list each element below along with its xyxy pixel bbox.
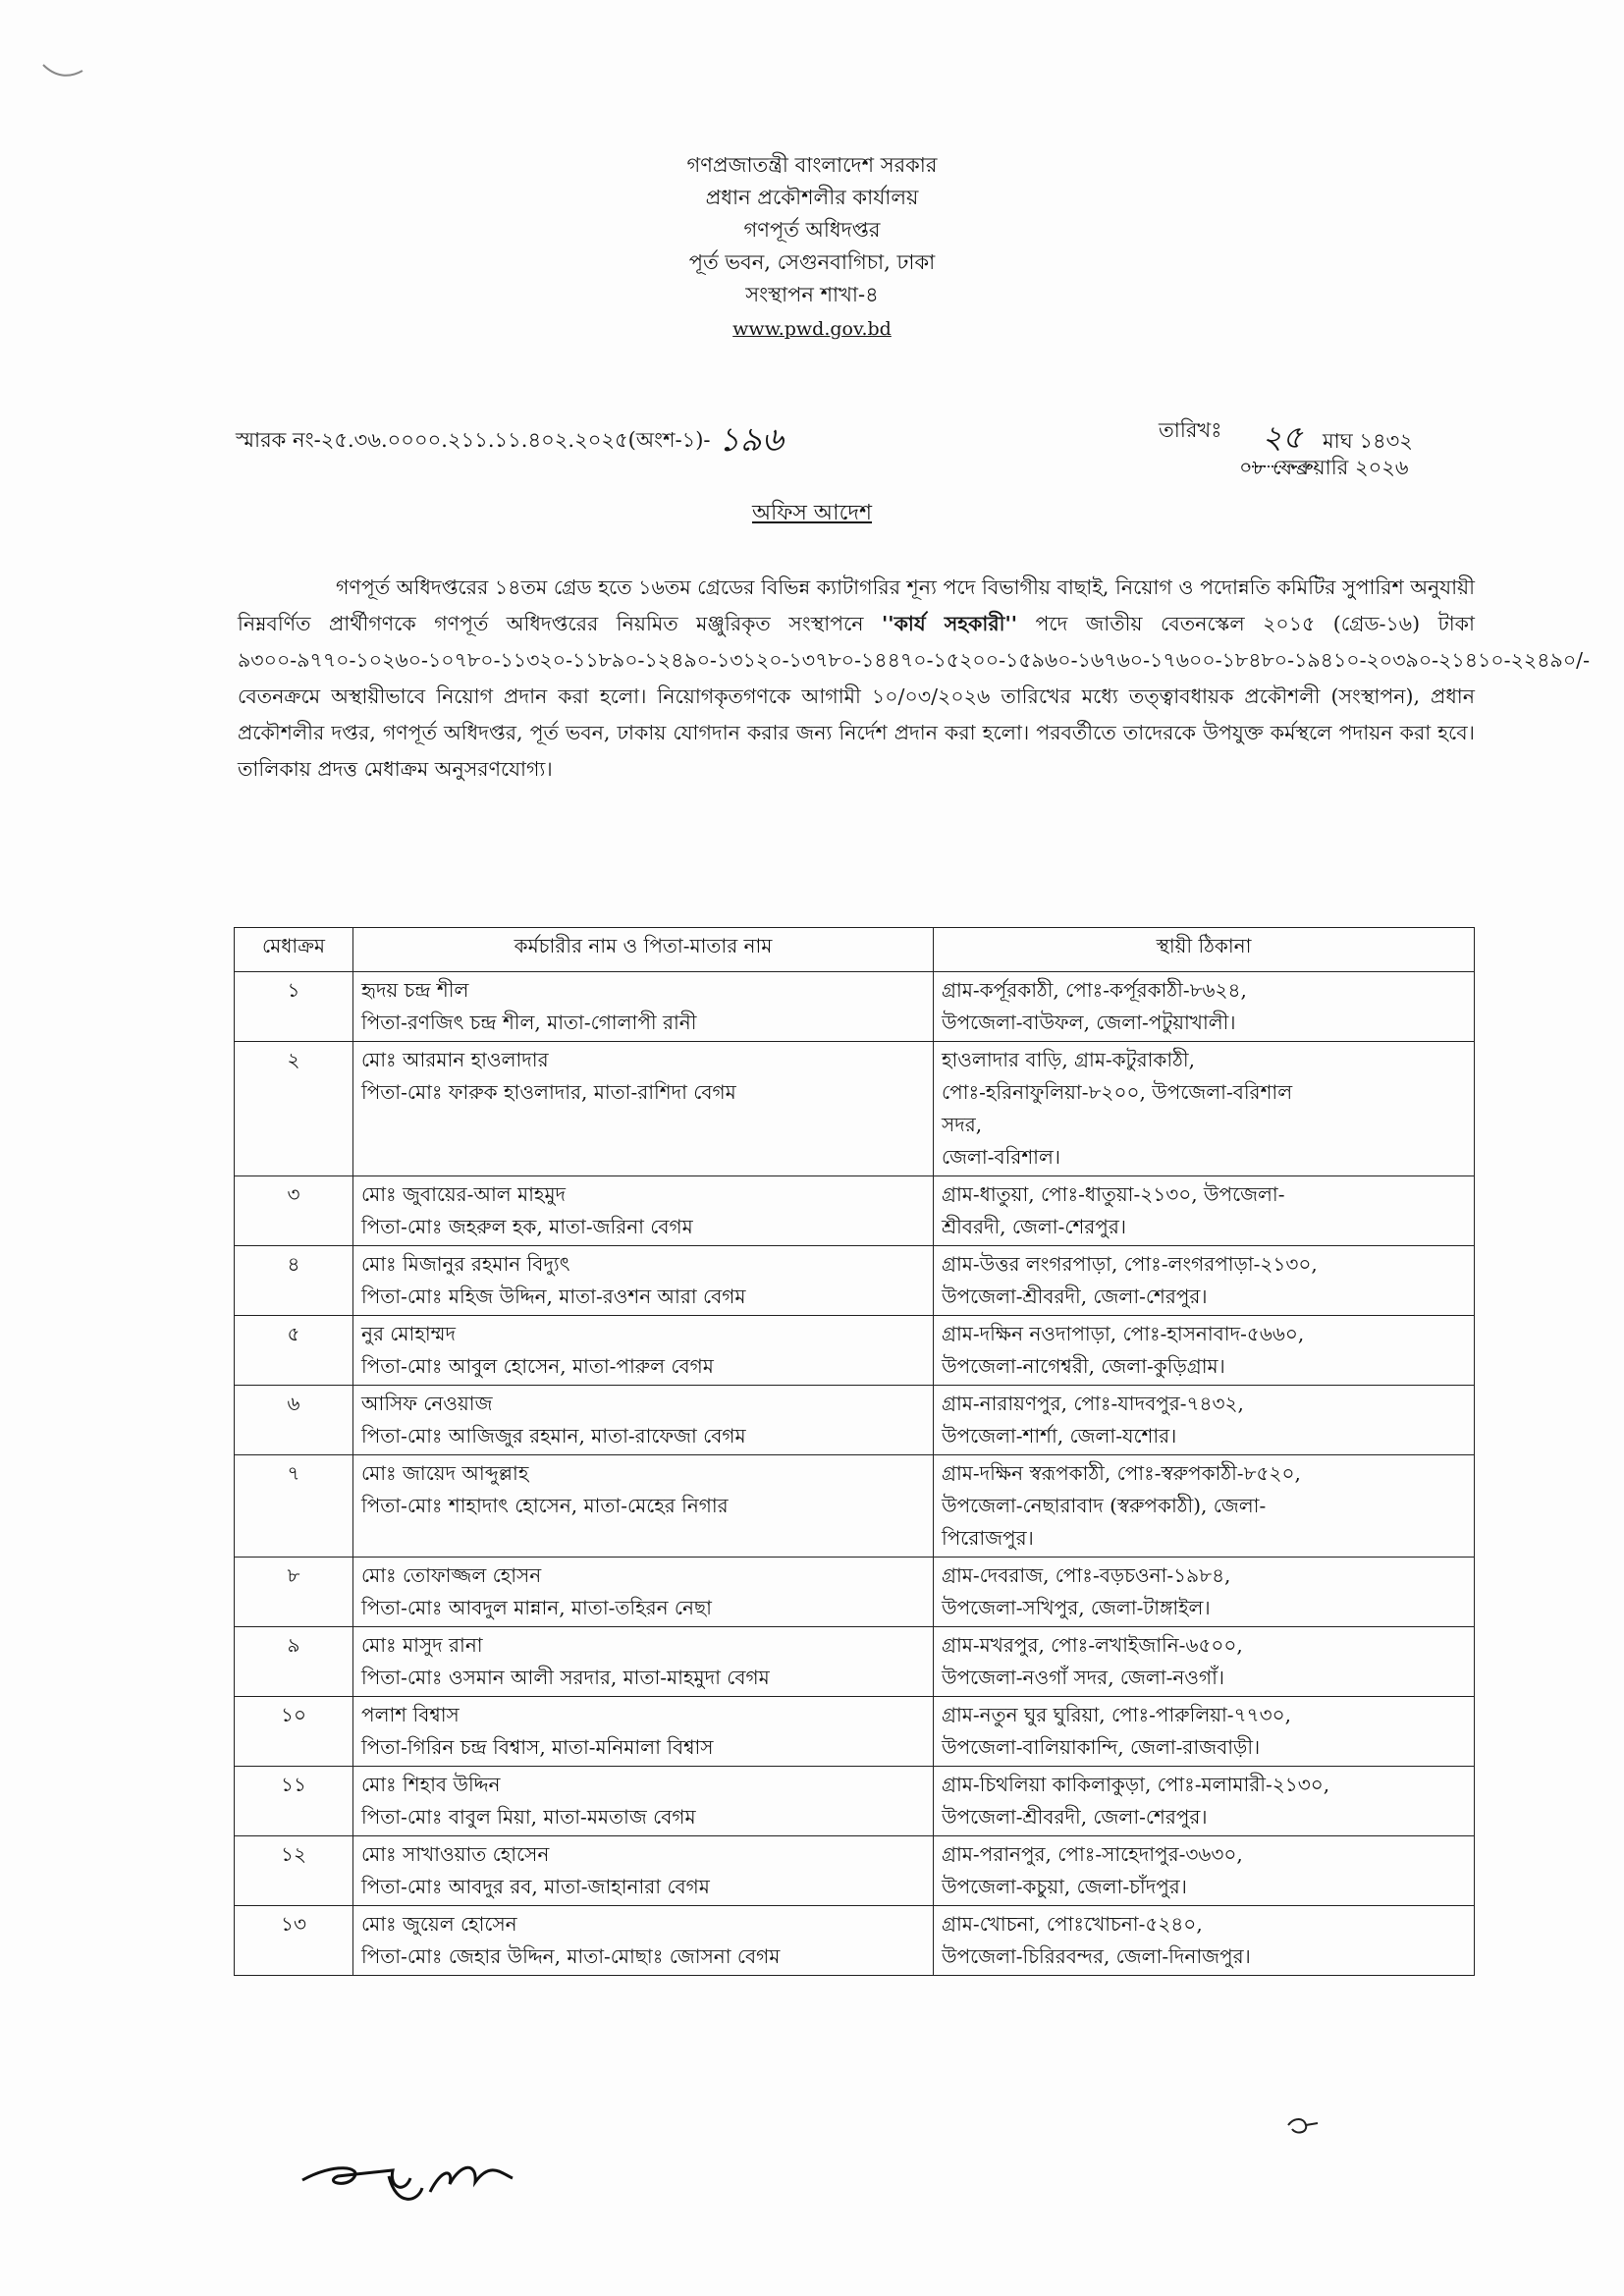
letterhead-line-3: গণপূর্ত অধিদপ্তর — [743, 218, 881, 242]
table-row — [235, 1042, 1475, 1176]
address-cell — [934, 972, 1475, 1042]
table-row — [235, 1455, 1475, 1558]
parents-names: পিতা-মোঃ আবদুল মান্নান, মাতা-তহিরন নেছা — [361, 1596, 712, 1619]
reference-number — [236, 414, 784, 470]
employee-name: নুর মোহাম্মদ — [361, 1322, 456, 1345]
table-body — [235, 972, 1475, 1976]
employee-name: পলাশ বিশ্বাস — [361, 1703, 460, 1726]
address-cell — [934, 1767, 1475, 1836]
parents-names: পিতা-মোঃ বাবুল মিয়া, মাতা-মমতাজ বেগম — [361, 1805, 696, 1829]
parents-names: পিতা-মোঃ আবুল হোসেন, মাতা-পারুল বেগম — [361, 1354, 714, 1378]
address-cell — [934, 1386, 1475, 1455]
address-line: গ্রাম-দেবরাজ, পোঃ-বড়চওনা-১৯৮৪, — [942, 1563, 1231, 1587]
address-cell — [934, 1455, 1475, 1558]
address-cell — [934, 1697, 1475, 1767]
header-name: কর্মচারীর নাম ও পিতা-মাতার নাম — [353, 928, 934, 972]
name-cell — [353, 1386, 934, 1455]
address-line: গ্রাম-ধাতুয়া, পোঃ-ধাতুয়া-২১৩০, উপজেলা- — [942, 1182, 1285, 1206]
address-cell — [934, 1627, 1475, 1697]
name-cell — [353, 1767, 934, 1836]
name-cell — [353, 1697, 934, 1767]
name-cell — [353, 1558, 934, 1627]
serial-cell: ১০ — [235, 1697, 353, 1767]
order-body-text-2: পদে জাতীয় বেতনস্কেল ২০১৫ (গ্রেড-১৬) টাকা ৯৩০০-৯৭৭০-১০২৬০-১০৭৮০-১১৩২০-১১৮৯০-১২৪৯০-১৩১২০-১৩৭৮০-১৪৪৭০-১৫২০০-১৫৯৬০-১৬৭৬০-১৭৬০০-১৮৪৮০-১৯৪১০-২০৩৯০-২১৪১০-২২৪৯০/- বেতনক্রমে অস্থায়ীভাবে নিয়োগ প্রদান করা হলো। নিয়োগকৃতগণকে আগামী ১০/০৩/২০২৬ তারিখের মধ্যে তত্ত্বাবধায়ক প্রকৌশলী (সংস্থাপন), প্রধান প্রকৌশলীর দপ্তর, গণপূর্ত অধিদপ্তর, পূর্ত ভবন, ঢাকায় যোগদান করার জন্য নির্দেশ প্রদান করা হলো। পরবর্তীতে তাদেরকে উপযুক্ত কর্মস্থলে পদায়ন করা হবে। তালিকায় প্রদত্ত মেধাক্রম অনুসরণযোগ্য। — [238, 612, 1590, 781]
letterhead-line-4: পূর্ত ভবন, সেগুনবাগিচা, ঢাকা — [688, 250, 936, 274]
address-cell — [934, 1176, 1475, 1246]
address-cell — [934, 1836, 1475, 1906]
table-row — [235, 1386, 1475, 1455]
address-line: উপজেলা-কচুয়া, জেলা-চাঁদপুর। — [942, 1875, 1187, 1898]
date-month-year: মাঘ ১৪৩২ — [1323, 429, 1413, 453]
header-address: স্থায়ী ঠিকানা — [934, 928, 1475, 972]
address-line: গ্রাম-নতুন ঘুর ঘুরিয়া, পোঃ-পারুলিয়া-৭৭৩০, — [942, 1703, 1291, 1726]
name-cell — [353, 1836, 934, 1906]
letterhead-line-1: গণপ্রজাতন্ত্রী বাংলাদেশ সরকার — [686, 153, 938, 177]
name-cell — [353, 1176, 934, 1246]
address-line: গ্রাম-উত্তর লংগরপাড়া, পোঃ-লংগরপাড়া-২১৩০, — [942, 1252, 1318, 1276]
address-line: উপজেলা-চিরিরবন্দর, জেলা-দিনাজপুর। — [942, 1944, 1251, 1968]
address-line: পিরোজপুর। — [942, 1526, 1034, 1550]
table-row — [235, 1627, 1475, 1697]
table-row — [235, 1176, 1475, 1246]
parents-names: পিতা-মোঃ ওসমান আলী সরদার, মাতা-মাহমুদা বেগম — [361, 1666, 770, 1689]
reference-handwritten-number: ১৯৬ — [718, 420, 784, 460]
name-cell — [353, 972, 934, 1042]
address-line: উপজেলা-বালিয়াকান্দি, জেলা-রাজবাড়ী। — [942, 1735, 1261, 1759]
table-row — [235, 1246, 1475, 1316]
website-link[interactable]: www.pwd.gov.bd — [732, 318, 892, 340]
serial-cell: ১ — [235, 972, 353, 1042]
employee-name: মোঃ আরমান হাওলাদার — [361, 1048, 549, 1071]
table-row — [235, 1906, 1475, 1976]
name-cell — [353, 1246, 934, 1316]
address-line: উপজেলা-শার্শা, জেলা-যশোর। — [942, 1424, 1177, 1448]
address-line: গ্রাম-দক্ষিন স্বরূপকাঠী, পোঃ-স্বরুপকাঠী-৮৫২০, — [942, 1461, 1301, 1485]
serial-cell: ৭ — [235, 1455, 353, 1558]
employee-name: মোঃ মিজানুর রহমান বিদ্যুৎ — [361, 1252, 570, 1276]
address-line: জেলা-বরিশাল। — [942, 1145, 1061, 1169]
date-day-handwritten: ২৫ — [1248, 412, 1317, 467]
table-row — [235, 1697, 1475, 1767]
address-line: উপজেলা-নাগেশ্বরী, জেলা-কুড়িগ্রাম। — [942, 1354, 1225, 1378]
serial-cell: ১২ — [235, 1836, 353, 1906]
serial-cell: ১১ — [235, 1767, 353, 1836]
employee-name: হৃদয় চন্দ্র শীল — [361, 978, 469, 1002]
address-line: শ্রীবরদী, জেলা-শেরপুর। — [942, 1215, 1127, 1238]
name-cell — [353, 1042, 934, 1176]
employee-name: মোঃ মাসুদ রানা — [361, 1633, 483, 1657]
parents-names: পিতা-রণজিৎ চন্দ্র শীল, মাতা-গোলাপী রানী — [361, 1011, 697, 1034]
address-line: গ্রাম-পরানপুর, পোঃ-সাহেদাপুর-৩৬৩০, — [942, 1842, 1243, 1866]
post-name: ''কার্য সহকারী'' — [882, 612, 1018, 635]
parents-names: পিতা-মোঃ জেহার উদ্দিন, মাতা-মোছাঃ জোসনা বেগম — [361, 1944, 781, 1968]
date-label: তারিখঃ — [1159, 418, 1222, 442]
serial-cell: ৯ — [235, 1627, 353, 1697]
serial-cell: ১৩ — [235, 1906, 353, 1976]
address-line: উপজেলা-বাউফল, জেলা-পটুয়াখালী। — [942, 1011, 1236, 1034]
parents-names: পিতা-গিরিন চন্দ্র বিশ্বাস, মাতা-মনিমালা বিশ্বাস — [361, 1735, 714, 1759]
address-line: উপজেলা-নওগাঁ সদর, জেলা-নওগাঁ। — [942, 1666, 1225, 1689]
address-line: গ্রাম-চিথলিয়া কাকিলাকুড়া, পোঃ-মলামারী-২১৩০, — [942, 1773, 1330, 1796]
serial-cell: ৩ — [235, 1176, 353, 1246]
employee-name: মোঃ তোফাজ্জল হোসন — [361, 1563, 542, 1587]
parents-names: পিতা-মোঃ আবদুর রব, মাতা-জাহানারা বেগম — [361, 1875, 710, 1898]
parents-names: পিতা-মোঃ মহিজ উদ্দিন, মাতা-রওশন আরা বেগম — [361, 1285, 746, 1308]
employee-name: মোঃ জায়েদ আব্দুল্লাহ — [361, 1461, 529, 1485]
address-line: গ্রাম-মখরপুর, পোঃ-লখাইজানি-৬৫০০, — [942, 1633, 1243, 1657]
letterhead-line-2: প্রধান প্রকৌশলীর কার্যালয় — [705, 186, 919, 209]
header-serial: মেধাক্রম — [235, 928, 353, 972]
address-line: গ্রাম-কর্পূরকাঠী, পোঃ-কর্পূরকাঠী-৮৬২৪, — [942, 978, 1247, 1002]
address-line: সদর, — [942, 1113, 983, 1136]
address-cell — [934, 1558, 1475, 1627]
serial-cell: ৬ — [235, 1386, 353, 1455]
date-gregorian: ০৮ ফেব্রুয়ারি ২০২৬ — [1239, 456, 1409, 479]
employee-name: মোঃ জুবায়ের-আল মাহমুদ — [361, 1182, 567, 1206]
letterhead — [0, 149, 1624, 346]
signature-icon — [295, 2149, 520, 2227]
address-line: উপজেলা-শ্রীবরদী, জেলা-শেরপুর। — [942, 1285, 1208, 1308]
serial-cell: ৮ — [235, 1558, 353, 1627]
name-cell — [353, 1316, 934, 1386]
address-line: গ্রাম-খোচনা, পোঃখোচনা-৫২৪০, — [942, 1912, 1203, 1936]
serial-cell: ২ — [235, 1042, 353, 1176]
order-body — [238, 570, 1590, 788]
name-cell — [353, 1906, 934, 1976]
parents-names: পিতা-মোঃ আজিজুর রহমান, মাতা-রাফেজা বেগম — [361, 1424, 746, 1448]
parents-names: পিতা-মোঃ শাহাদাৎ হোসেন, মাতা-মেহের নিগার — [361, 1494, 729, 1517]
serial-cell: ৫ — [235, 1316, 353, 1386]
document-title: অফিস আদেশ — [751, 501, 873, 525]
parents-names: পিতা-মোঃ জহরুল হক, মাতা-জরিনা বেগম — [361, 1215, 693, 1238]
table-row — [235, 1316, 1475, 1386]
address-cell — [934, 1906, 1475, 1976]
address-line: হাওলাদার বাড়ি, গ্রাম-কটুরাকাঠী, — [942, 1048, 1195, 1071]
table-header-row — [235, 928, 1475, 972]
address-line: গ্রাম-নারায়ণপুর, পোঃ-যাদবপুর-৭৪৩২, — [942, 1392, 1244, 1415]
appointee-table — [234, 927, 1475, 1976]
employee-name: মোঃ শিহাব উদ্দিন — [361, 1773, 501, 1796]
table-row — [235, 1836, 1475, 1906]
address-line: পোঃ-হরিনাফুলিয়া-৮২০০, উপজেলা-বরিশাল — [942, 1080, 1293, 1104]
employee-name: মোঃ সাখাওয়াত হোসেন — [361, 1842, 550, 1866]
address-line: উপজেলা-শ্রীবরদী, জেলা-শেরপুর। — [942, 1805, 1208, 1829]
letterhead-line-5: সংস্থাপন শাখা-৪ — [745, 283, 879, 306]
reference-label: স্মারক নং-২৫.৩৬.০০০০.২১১.১১.৪০২.২০২৫(অংশ-১)- — [236, 428, 711, 452]
employee-name: আসিফ নেওয়াজ — [361, 1392, 493, 1415]
table-row — [235, 1767, 1475, 1836]
serial-cell: ৪ — [235, 1246, 353, 1316]
address-cell — [934, 1042, 1475, 1176]
employee-name: মোঃ জুয়েল হোসেন — [361, 1912, 517, 1936]
address-line: উপজেলা-নেছারাবাদ (স্বরুপকাঠী), জেলা- — [942, 1494, 1267, 1517]
name-cell — [353, 1455, 934, 1558]
address-line: গ্রাম-দক্ষিন নওদাপাড়া, পোঃ-হাসনাবাদ-৫৬৬০, — [942, 1322, 1305, 1345]
parents-names: পিতা-মোঃ ফারুক হাওলাদার, মাতা-রাশিদা বেগম — [361, 1080, 736, 1104]
address-cell — [934, 1316, 1475, 1386]
initial-mark-icon — [1284, 2111, 1324, 2141]
name-cell — [353, 1627, 934, 1697]
order-body-text-1: গণপূর্ত অধিদপ্তরের ১৪তম গ্রেড হতে ১৬তম গ্রেডের বিভিন্ন ক্যাটাগরির শূন্য পদে বিভাগীয় বাছাই, নিয়োগ ও পদোন্নতি কমিটির সুপারিশ অনুযায়ী নিম্নবর্ণিত প্রার্থীগণকে গণপূর্ত অধিদপ্তরের নিয়মিত মঞ্জুরিকৃত সংস্থাপনে — [238, 575, 1475, 635]
table-row — [235, 972, 1475, 1042]
address-line: উপজেলা-সখিপুর, জেলা-টাঙ্গাইল। — [942, 1596, 1211, 1619]
table-row — [235, 1558, 1475, 1627]
address-cell — [934, 1246, 1475, 1316]
corner-mark-icon — [39, 59, 98, 82]
